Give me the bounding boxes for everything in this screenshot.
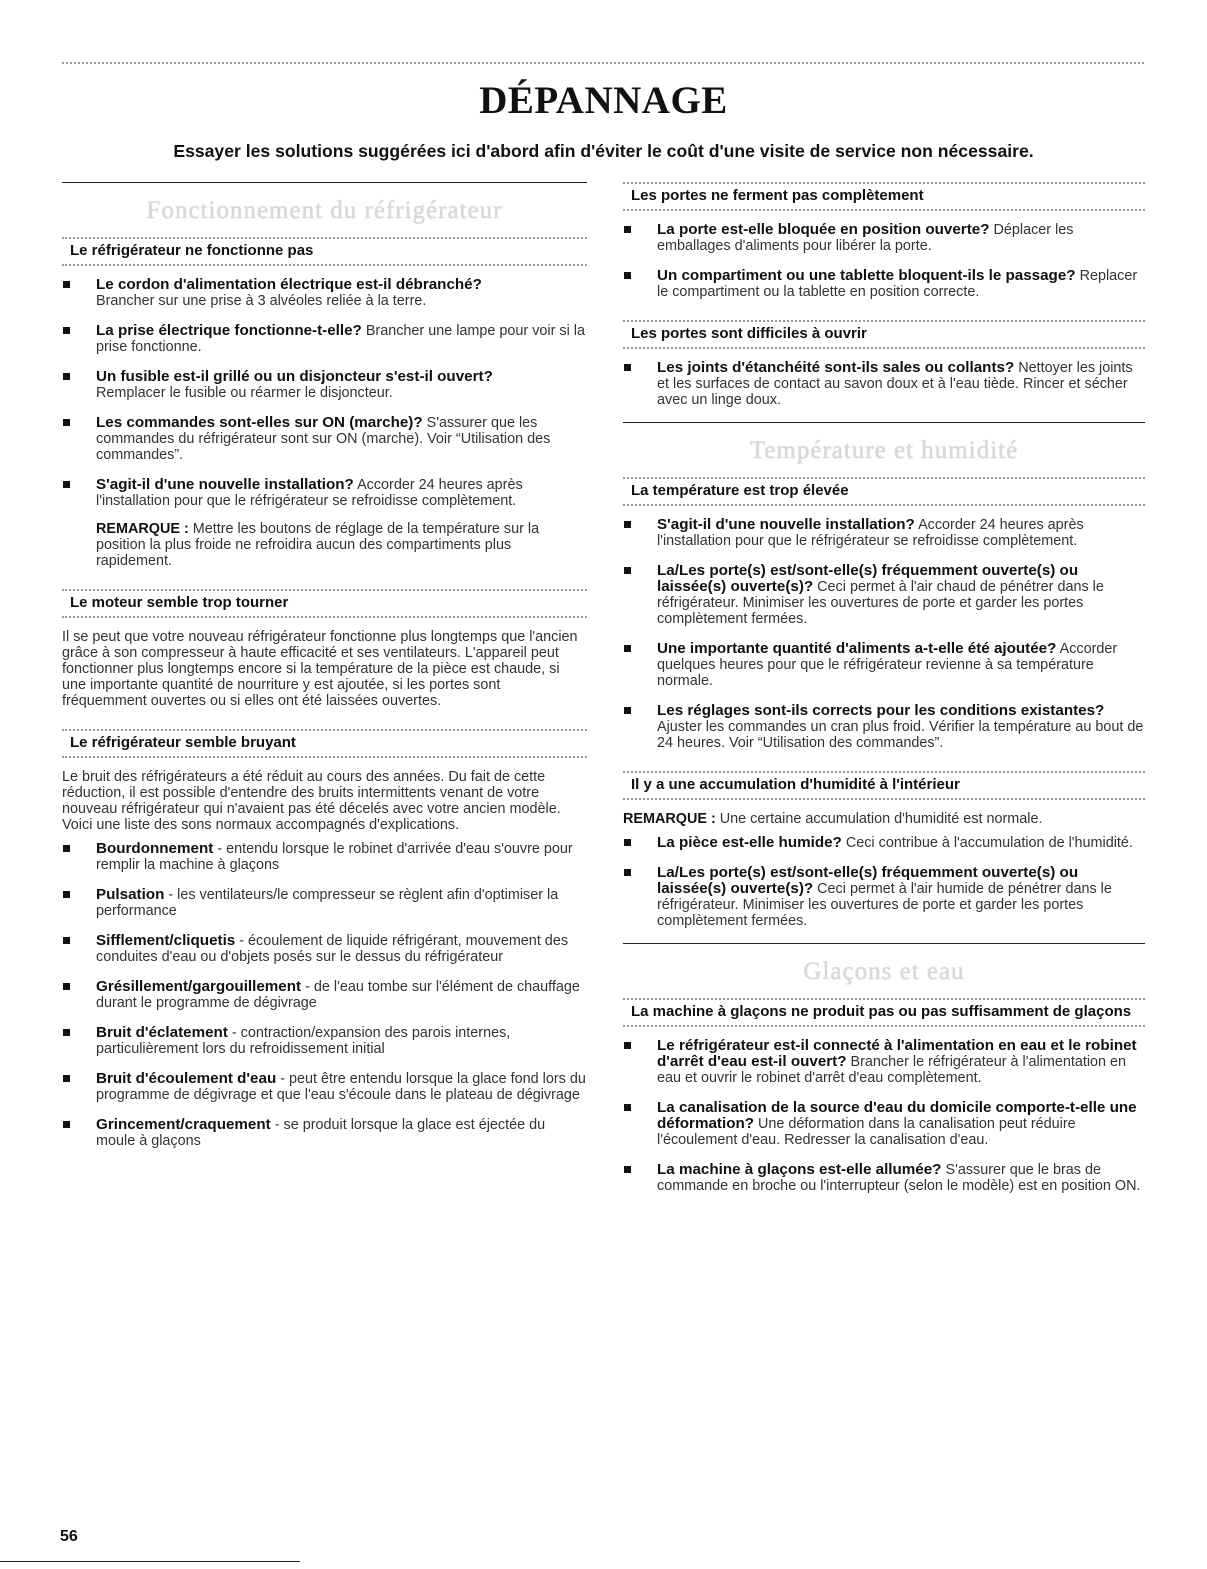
item-question: Bruit d'éclatement	[96, 1024, 228, 1041]
list-item	[62, 1071, 587, 1103]
item-answer: - écoulement de liquide réfrigérant, mouvement des conduites d'eau ou d'objets posés sur le dessus du réfrigérateur	[96, 933, 569, 965]
subheading-portes-ferment: Les portes ne ferment pas complètement	[623, 182, 1145, 211]
list-item	[62, 841, 587, 873]
item-answer: Ceci permet à l'air humide de pénétrer dans le réfrigérateur. Minimiser les ouvertures de porte et garder les portes complètement fermées.	[657, 881, 1112, 929]
list-item	[623, 1162, 1145, 1194]
section-rule	[623, 422, 1145, 423]
bullet-icon	[63, 983, 70, 990]
list-item	[623, 865, 1145, 929]
section-title-glacons: Glaçons et eau	[803, 958, 965, 985]
item-question: Les commandes sont-elles sur ON (marche)?	[96, 414, 423, 431]
item-question: S'agit-il d'une nouvelle installation?	[96, 476, 354, 493]
bullet-icon	[63, 891, 70, 898]
bullet-icon	[624, 1042, 631, 1049]
item-answer: Nettoyer les joints et les surfaces de contact au savon doux et à l'eau tiède. Rincer et sécher avec un linge doux.	[657, 360, 1133, 408]
list-portes-ferment	[623, 222, 1145, 300]
item-question: Sifflement/cliquetis	[96, 932, 236, 949]
list-portes-difficiles	[623, 360, 1145, 408]
subheading-moteur: Le moteur semble trop tourner	[62, 589, 587, 618]
subheading-machine-glacons: La machine à glaçons ne produit pas ou pas suffisamment de glaçons	[623, 998, 1145, 1027]
bullet-icon	[624, 567, 631, 574]
item-question: Grincement/craquement	[96, 1116, 271, 1133]
bullet-icon	[624, 707, 631, 714]
bullet-icon	[624, 869, 631, 876]
item-answer: Accorder 24 heures après l'installation pour que le réfrigérateur se refroidisse complètement.	[96, 477, 523, 509]
list-item	[62, 1117, 587, 1149]
section-title-fonctionnement: Fonctionnement du réfrigérateur	[146, 197, 503, 224]
section-rule	[62, 182, 587, 183]
item-answer: - de l'eau tombe sur l'élément de chauffage durant le programme de dégivrage	[96, 979, 580, 1011]
bullet-icon	[624, 226, 631, 233]
item-question: Bourdonnement	[96, 840, 214, 857]
subheading-humidite: Il y a une accumulation d'humidité à l'intérieur	[623, 771, 1145, 800]
item-answer: Brancher une lampe pour voir si la prise fonctionne.	[96, 323, 585, 355]
list-bruits	[62, 841, 587, 1149]
list-item	[623, 360, 1145, 408]
item-answer: S'assurer que le bras de commande en broche ou l'interrupteur (selon le modèle) est en position ON.	[657, 1162, 1141, 1194]
item-question: Les joints d'étanchéité sont-ils sales ou collants?	[657, 359, 1015, 376]
subheading-temperature-elevee: La température est trop élevée	[623, 477, 1145, 506]
item-question: La canalisation de la source d'eau du domicile comporte-t-elle une déformation?	[657, 1099, 1137, 1132]
bullet-icon	[63, 419, 70, 426]
item-question: La/Les porte(s) est/sont-elle(s) fréquemment ouverte(s) ou laissée(s) ouverte(s)?	[657, 562, 1079, 595]
section-rule	[623, 943, 1145, 944]
bullet-icon	[63, 845, 70, 852]
item-question: Une importante quantité d'aliments a-t-elle été ajoutée?	[657, 640, 1057, 657]
subheading-ne-fonctionne-pas: Le réfrigérateur ne fonctionne pas	[62, 237, 587, 266]
item-question: La prise électrique fonctionne-t-elle?	[96, 322, 362, 339]
item-question: La pièce est-elle humide?	[657, 834, 842, 851]
bullet-icon	[624, 272, 631, 279]
list-item	[62, 887, 587, 919]
bullet-icon	[624, 521, 631, 528]
note-label: REMARQUE :	[96, 521, 189, 537]
list-item	[62, 369, 587, 401]
item-question: La machine à glaçons est-elle allumée?	[657, 1161, 942, 1178]
item-question: Grésillement/gargouillement	[96, 978, 302, 995]
list-item	[62, 1025, 587, 1057]
subheading-bruyant: Le réfrigérateur semble bruyant	[62, 729, 587, 758]
note-text: Une certaine accumulation d'humidité est normale.	[719, 811, 1043, 827]
list-item	[62, 979, 587, 1011]
list-item	[623, 835, 1145, 851]
right-column	[623, 182, 1145, 1208]
bullet-icon	[63, 1121, 70, 1128]
item-answer: - les ventilateurs/le compresseur se règlent afin d'optimiser la performance	[96, 887, 559, 919]
item-answer: Accorder quelques heures pour que le réfrigérateur revienne à sa température normale.	[657, 641, 1118, 689]
item-answer: Ceci contribue à l'accumulation de l'humidité.	[845, 835, 1133, 851]
list-item	[623, 641, 1145, 689]
list-item	[623, 222, 1145, 254]
item-question: Un compartiment ou une tablette bloquent-ils le passage?	[657, 267, 1076, 284]
page-number: 56	[60, 1528, 78, 1545]
item-answer: Ceci permet à l'air chaud de pénétrer dans le réfrigérateur. Minimiser les ouvertures de porte et garder les portes complètement fermées.	[657, 579, 1104, 627]
item-answer: - se produit lorsque la glace est éjectée du moule à glaçons	[96, 1117, 546, 1149]
bullet-icon	[63, 1075, 70, 1082]
subheading-portes-difficiles: Les portes sont difficiles à ouvrir	[623, 320, 1145, 349]
list-item	[623, 1100, 1145, 1148]
item-question: Les réglages sont-ils corrects pour les conditions existantes?	[657, 702, 1105, 719]
list-item	[62, 415, 587, 463]
intro-text: Essayer les solutions suggérées ici d'abord afin d'éviter le coût d'une visite de service non nécessaire.	[173, 141, 1034, 161]
item-answer: - entendu lorsque le robinet d'arrivée d'eau s'ouvre pour remplir la machine à glaçons	[96, 841, 573, 873]
list-item	[623, 268, 1145, 300]
item-answer: - peut être entendu lorsque la glace fond lors du programme de dégivrage et que l'eau s'écoule dans le plateau de dégivrage	[96, 1071, 586, 1103]
list-item	[62, 323, 587, 355]
item-answer: S'assurer que les commandes du réfrigérateur sont sur ON (marche). Voir “Utilisation des commandes”.	[96, 415, 551, 463]
item-answer: Replacer le compartiment ou la tablette en position correcte.	[657, 268, 1138, 300]
paragraph-moteur: Il se peut que votre nouveau réfrigérateur fonctionne plus longtemps que l'ancien grâce à son compresseur à haute efficacité et ses ventilateurs. L'appareil peut fonctionner plus longtemps encore si la température de la pièce est chaude, si une importante quantité de nourriture y est ajoutée, si les portes sont fréquemment ouvertes ou si elles ont été laissées ouvertes.	[62, 629, 578, 709]
item-question: La porte est-elle bloquée en position ouverte?	[657, 221, 990, 238]
note-text: Mettre les boutons de réglage de la température sur la position la plus froide ne refroidira aucun des compartiments plus rapidement.	[96, 521, 540, 569]
bullet-icon	[63, 937, 70, 944]
list-item	[62, 477, 587, 509]
bullet-icon	[624, 839, 631, 846]
list-ne-fonctionne-pas	[62, 277, 587, 509]
item-answer: - contraction/expansion des parois internes, particulièrement lors du refroidissement initial	[96, 1025, 511, 1057]
left-column	[62, 182, 587, 1163]
remarque-note	[62, 521, 587, 569]
list-item	[623, 703, 1145, 751]
item-question: S'agit-il d'une nouvelle installation?	[657, 516, 915, 533]
item-answer: Brancher sur une prise à 3 alvéoles reliée à la terre.	[96, 293, 427, 309]
bullet-icon	[63, 373, 70, 380]
item-answer: Brancher le réfrigérateur à l'alimentation en eau et ouvrir le robinet d'arrêt d'eau complètement.	[657, 1054, 1127, 1086]
list-item	[623, 1038, 1145, 1086]
item-answer: Remplacer le fusible ou réarmer le disjoncteur.	[96, 385, 393, 401]
section-title-temperature: Température et humidité	[749, 437, 1019, 464]
item-answer: Accorder 24 heures après l'installation pour que le réfrigérateur se refroidisse complètement.	[657, 517, 1084, 549]
item-question: Bruit d'écoulement d'eau	[96, 1070, 277, 1087]
page-title: DÉPANNAGE	[479, 79, 728, 122]
list-humidite	[623, 835, 1145, 929]
note-label: REMARQUE :	[623, 811, 716, 827]
bullet-icon	[624, 364, 631, 371]
bottom-rule	[0, 1561, 300, 1562]
bullet-icon	[63, 327, 70, 334]
list-item	[623, 517, 1145, 549]
item-question: Le cordon d'alimentation électrique est-il débranché?	[96, 276, 482, 293]
item-answer: Ajuster les commandes un cran plus froid. Vérifier la température au bout de 24 heures. Voir “Utilisation des commandes”.	[657, 719, 1144, 751]
bullet-icon	[63, 281, 70, 288]
list-temperature	[623, 517, 1145, 751]
item-answer: Déplacer les emballages d'aliments pour libérer la porte.	[657, 222, 1074, 254]
item-question: Pulsation	[96, 886, 165, 903]
list-glacons	[623, 1038, 1145, 1194]
list-item	[62, 933, 587, 965]
list-item	[62, 277, 587, 309]
bullet-icon	[63, 481, 70, 488]
paragraph-bruyant: Le bruit des réfrigérateurs a été réduit au cours des années. Du fait de cette réduction, il est possible d'entendre des bruits intermittents venant de votre nouveau réfrigérateur qui n'avaient pas été décelés avec votre ancien modèle. Voici une liste des sons normaux accompagnés d'explications.	[62, 769, 561, 833]
item-question: Un fusible est-il grillé ou un disjoncteur s'est-il ouvert?	[96, 368, 493, 385]
remarque-humidite	[623, 811, 1145, 827]
list-item	[623, 563, 1145, 627]
bullet-icon	[624, 645, 631, 652]
bullet-icon	[624, 1166, 631, 1173]
top-dotted-rule	[62, 62, 1144, 64]
item-question: La/Les porte(s) est/sont-elle(s) fréquemment ouverte(s) ou laissée(s) ouverte(s)?	[657, 864, 1079, 897]
item-answer: Une déformation dans la canalisation peut réduire l'écoulement d'eau. Redresser la canalisation d'eau.	[657, 1116, 1076, 1148]
bullet-icon	[624, 1104, 631, 1111]
item-question: Le réfrigérateur est-il connecté à l'alimentation en eau et le robinet d'arrêt d'eau est-il ouvert?	[657, 1037, 1137, 1070]
bullet-icon	[63, 1029, 70, 1036]
